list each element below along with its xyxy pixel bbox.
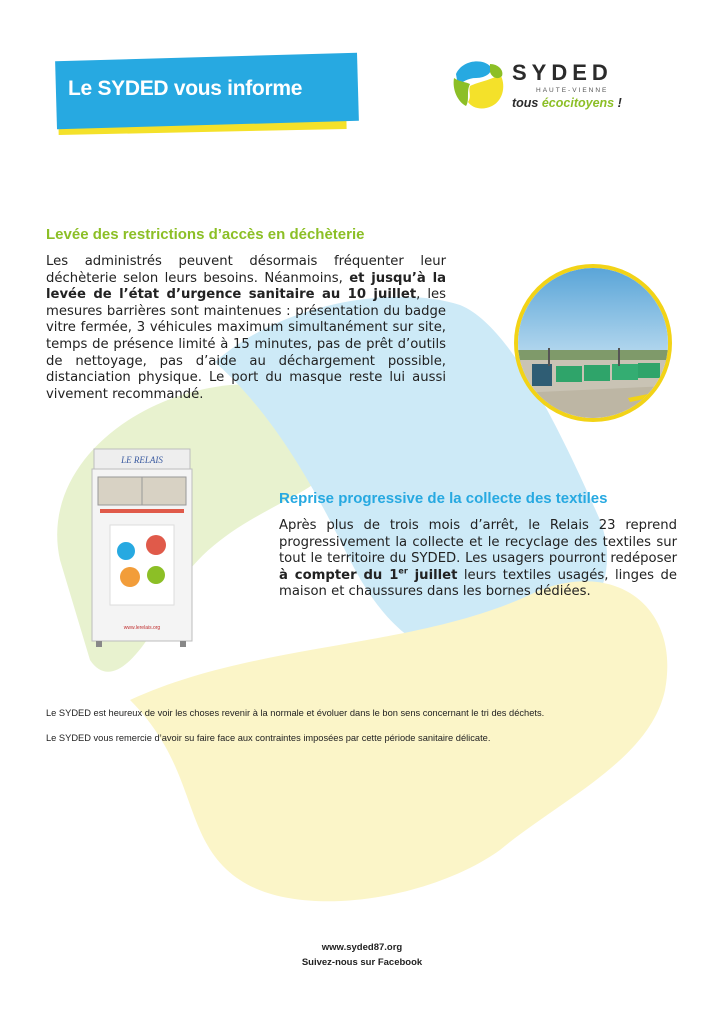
dechetterie-photo [514, 264, 672, 422]
relais-brand: LE RELAIS [121, 455, 163, 465]
section1-text-bold: et jusqu’à la levée de l’état d’urgence sanitaire au 10 juillet [46, 270, 446, 303]
relais-textile-bin [86, 447, 196, 649]
section1-text-b: , les mesures barrières sont maintenues : présentation du badge vitre fermée, 3 véhicules maximum simultanément sur site, temps de présence limité à 15 minutes, pas de prêt d’outils de nettoyage, pas d’aide au déchargement possible, distanciation physique. Le port du masque reste lui aussi vivement recommandé. [46, 287, 446, 402]
section2-text-b: leurs textiles usagés, linges de maison et chaussures dans les bornes dédiées. [279, 567, 677, 600]
section2-bold-b: juillet [407, 567, 458, 583]
tagline-eco: écocitoyens [541, 96, 615, 110]
tagline-prefix: tous [512, 96, 542, 110]
tagline-suffix: ! [614, 96, 622, 110]
dechetterie-illustration [518, 268, 668, 418]
section2-heading: Reprise progressive de la collecte des textiles [279, 490, 608, 507]
logo-name: SYDED [512, 60, 613, 85]
section2-paragraph [279, 518, 677, 601]
syded-logo [452, 56, 652, 120]
page-title: Le SYDED vous informe [68, 77, 303, 100]
section1-text-a: Les administrés peuvent désormais fréquenter leur déchèterie selon leurs besoins. Néanmoins, [46, 254, 446, 286]
section1-heading: Levée des restrictions d’accès en déchèterie [46, 226, 365, 243]
section2-bold-a: à compter du 1 [279, 567, 399, 583]
closing-note-2: Le SYDED vous remercie d’avoir su faire face aux contraintes imposées par cette période sanitaire délicate. [46, 733, 491, 743]
closing-note-1: Le SYDED est heureux de voir les choses revenir à la normale et évoluer dans le bon sens concernant le tri des déchets. [46, 708, 545, 718]
section2-bold-sup: er [398, 566, 408, 576]
section2-text-bold [279, 568, 457, 583]
logo-subtitle: HAUTE-VIENNE [536, 87, 609, 94]
section2-text-a: Après plus de trois mois d’arrêt, le Relais 23 reprend progressivement la collecte et le recyclage des textiles sur tout le territoire du SYDED. Les usagers pourront redéposer [279, 518, 677, 567]
footer-website[interactable]: www.syded87.org [321, 942, 403, 953]
relais-url: www.lerelais.org [123, 625, 161, 631]
section1-paragraph [46, 254, 446, 403]
footer-facebook[interactable]: Suivez-nous sur Facebook [301, 957, 423, 968]
syded-logo-icon [452, 56, 508, 114]
logo-tagline [512, 96, 622, 110]
